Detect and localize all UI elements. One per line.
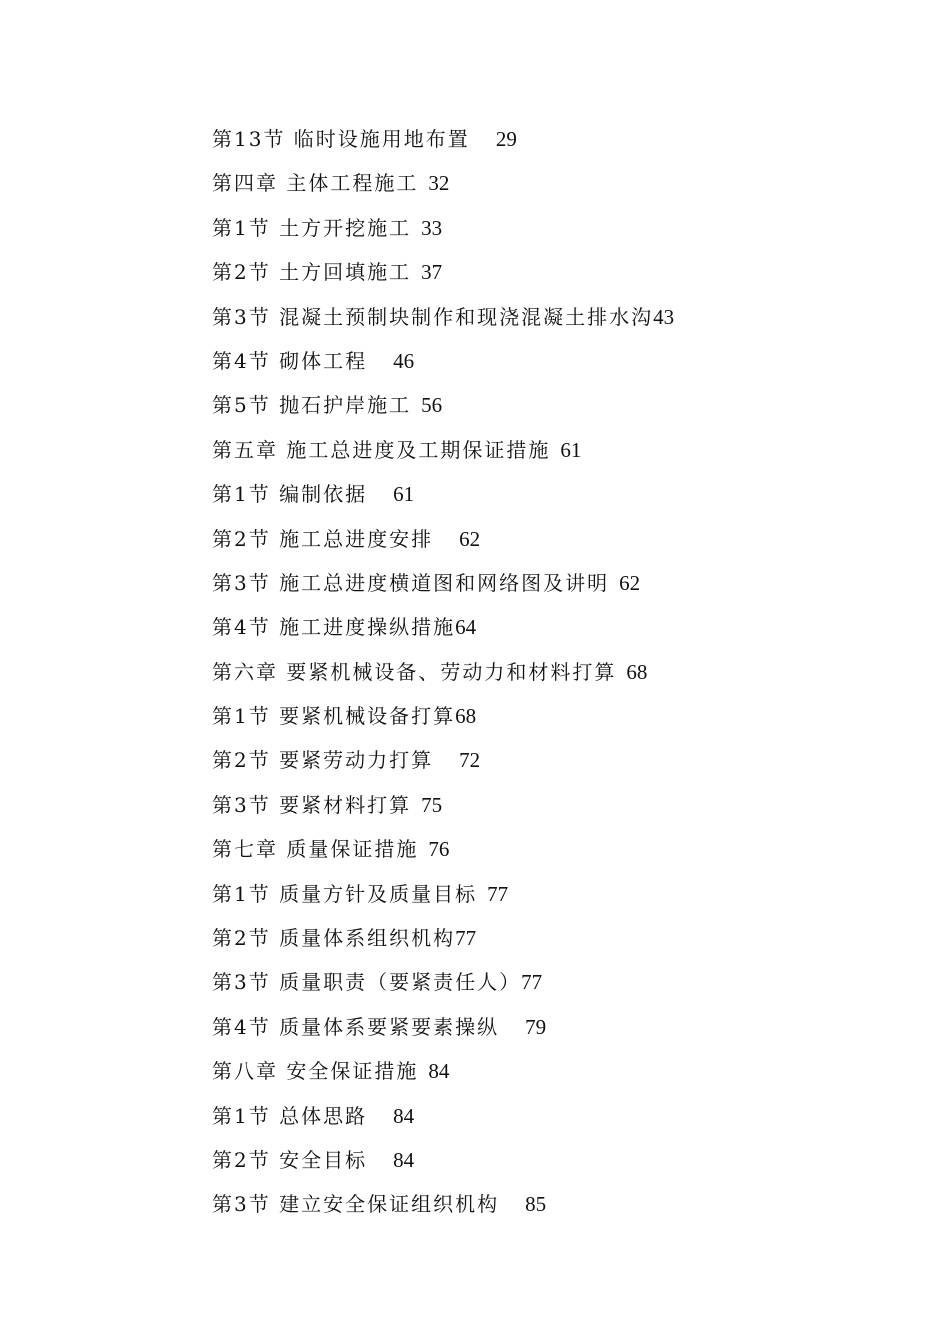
toc-entry [212, 1138, 674, 1182]
toc-entry [212, 339, 674, 383]
toc-entry-title: 第2节 施工总进度安排 [212, 526, 434, 551]
toc-entry-title: 第1节 总体思路 [212, 1103, 368, 1128]
toc-entry [212, 428, 674, 472]
toc-entry-page-number: 32 [428, 171, 450, 196]
toc-entry-page-number: 84 [393, 1147, 415, 1172]
toc-entry-page-number: 68 [626, 659, 648, 684]
toc-entry-page-number: 72 [459, 748, 481, 773]
toc-entry-title: 第六章 要紧机械设备、劳动力和材料打算 [212, 659, 617, 684]
toc-entry-page-number: 68 [455, 704, 477, 729]
toc-entry [212, 605, 674, 649]
toc-entry-title: 第四章 主体工程施工 [212, 171, 419, 196]
toc-entry [212, 1182, 674, 1226]
toc-entry-page-number: 56 [421, 393, 443, 418]
toc-entry-title: 第3节 要紧材料打算 [212, 792, 412, 817]
toc-entry-title: 第4节 质量体系要紧要素操纵 [212, 1014, 500, 1039]
toc-entry-title: 第5节 抛石护岸施工 [212, 393, 412, 418]
table-of-contents [212, 117, 674, 1227]
toc-entry [212, 1094, 674, 1138]
toc-entry [212, 295, 674, 339]
toc-entry-title: 第七章 质量保证措施 [212, 837, 419, 862]
toc-entry [212, 206, 674, 250]
toc-entry-title: 第1节 土方开挖施工 [212, 215, 412, 240]
toc-entry [212, 1049, 674, 1093]
toc-entry [212, 960, 674, 1004]
toc-entry-page-number: 75 [421, 792, 443, 817]
toc-entry-page-number: 61 [560, 437, 582, 462]
toc-entry-page-number: 64 [455, 615, 477, 640]
toc-entry [212, 383, 674, 427]
toc-entry-title: 第八章 安全保证措施 [212, 1059, 419, 1084]
toc-entry-title: 第1节 质量方针及质量目标 [212, 881, 478, 906]
toc-entry-page-number: 76 [428, 837, 450, 862]
toc-entry-title: 第2节 土方回填施工 [212, 260, 412, 285]
toc-entry [212, 1005, 674, 1049]
toc-entry-page-number: 46 [393, 348, 415, 373]
toc-entry-page-number: 84 [428, 1059, 450, 1084]
toc-entry [212, 117, 674, 161]
toc-entry [212, 872, 674, 916]
toc-entry-title: 第4节 施工进度操纵措施 [212, 615, 456, 640]
toc-entry-page-number: 77 [521, 970, 543, 995]
toc-entry-page-number: 43 [653, 304, 675, 329]
toc-entry-title: 第1节 要紧机械设备打算 [212, 704, 456, 729]
toc-entry [212, 472, 674, 516]
toc-entry [212, 561, 674, 605]
toc-entry-title: 第2节 质量体系组织机构 [212, 926, 456, 951]
toc-entry-title: 第4节 砌体工程 [212, 348, 368, 373]
toc-entry-page-number: 85 [525, 1192, 547, 1217]
toc-entry-page-number: 61 [393, 482, 415, 507]
toc-entry-title: 第2节 要紧劳动力打算 [212, 748, 434, 773]
toc-entry [212, 517, 674, 561]
toc-entry-page-number: 33 [421, 215, 443, 240]
toc-entry-title: 第五章 施工总进度及工期保证措施 [212, 437, 551, 462]
toc-entry [212, 783, 674, 827]
toc-entry-page-number: 84 [393, 1103, 415, 1128]
toc-entry-page-number: 77 [487, 881, 509, 906]
toc-entry [212, 916, 674, 960]
toc-entry-page-number: 79 [525, 1014, 547, 1039]
toc-entry [212, 250, 674, 294]
toc-entry-page-number: 37 [421, 260, 443, 285]
toc-entry [212, 161, 674, 205]
toc-entry-page-number: 29 [495, 127, 517, 151]
toc-entry-page-number: 77 [455, 926, 477, 951]
toc-entry [212, 694, 674, 738]
toc-entry-title: 第13节 临时设施用地布置 [212, 127, 470, 151]
toc-entry-title: 第3节 施工总进度横道图和网络图及讲明 [212, 570, 610, 595]
toc-entry [212, 650, 674, 694]
toc-entry-page-number: 62 [459, 526, 481, 551]
toc-entry [212, 827, 674, 871]
toc-entry-title: 第3节 混凝土预制块制作和现浇混凝土排水沟 [212, 304, 654, 329]
toc-entry-title: 第2节 安全目标 [212, 1147, 368, 1172]
toc-entry-title: 第3节 质量职责（要紧责任人） [212, 970, 522, 995]
toc-entry-page-number: 62 [619, 570, 641, 595]
toc-entry [212, 738, 674, 782]
toc-entry-title: 第3节 建立安全保证组织机构 [212, 1192, 500, 1217]
toc-entry-title: 第1节 编制依据 [212, 482, 368, 507]
